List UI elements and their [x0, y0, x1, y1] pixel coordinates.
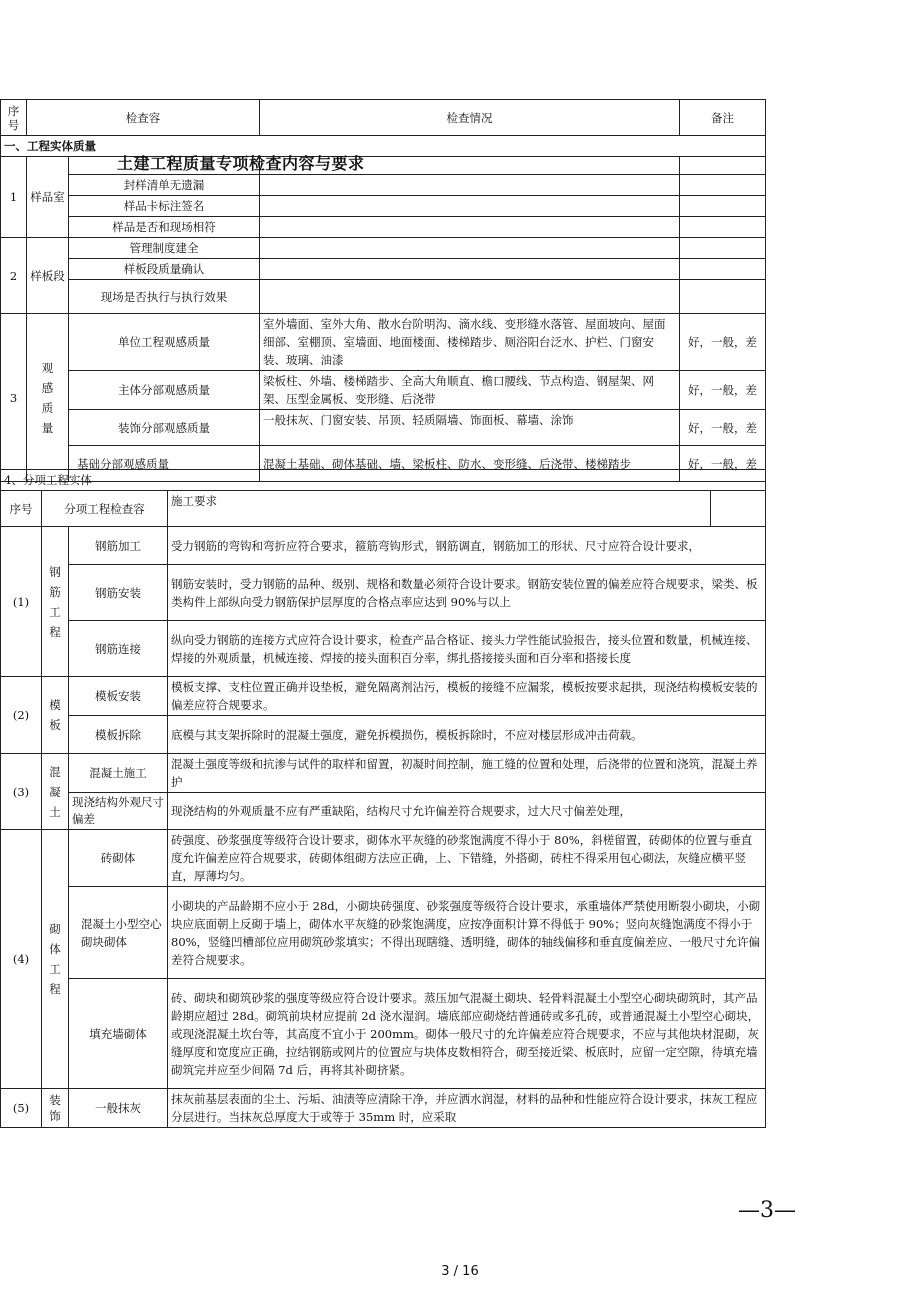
remark-cell [680, 217, 766, 238]
group-label: 观感质量 [27, 314, 69, 482]
header-remark: 备注 [680, 100, 766, 136]
remark-cell [680, 259, 766, 280]
sub-item: 一般抹灰 [69, 1089, 168, 1128]
group-seq: (3) [1, 754, 42, 830]
check-item: 基础分部观感质量 [69, 446, 260, 482]
check-status: 混凝土基础、砌体基础、墙、梁板柱、防水、变形缝、后浇带、楼梯踏步 [260, 446, 680, 482]
check-status-cell [260, 238, 680, 259]
check-item: 样品卡标注签名 [69, 196, 260, 217]
group-label: 样品室 [27, 157, 69, 238]
check-item: 样板段质量确认 [69, 259, 260, 280]
remark-cell [680, 280, 766, 314]
sub-item-table [0, 469, 766, 1128]
group-label: 模板 [42, 677, 69, 754]
group-seq: 3 [1, 314, 27, 482]
check-item: 样品是否和现场相符 [69, 217, 260, 238]
group-seq: (1) [1, 527, 42, 677]
section-heading: 4、分项工程实体 [1, 470, 766, 491]
requirement: 砖、砌块和砌筑砂浆的强度等级应符合设计要求。蒸压加气混凝土砌块、轻骨料混凝土小型空心砌块砌筑时，其产品龄期应超过 28d。砌筑前块材应提前 2d 浇水湿润。墙底部应砌烧结普通砖或多孔砖，或普通混凝土小型空心砌块，或现浇混凝土坎台等，其高度不宜小于 200mm。砌体一般尺寸的允许偏差应符合规要求，不应与其他块材混砌，灰缝厚度和宽度应正确，拉结钢筋或网片的位置应与块体皮数相符合，砌至接近梁、板底时，应留一定空隙，待填充墙砌筑完并应至少间隔 7d 后，再将其补砌挤紧。 [168, 979, 766, 1089]
check-status-cell [260, 196, 680, 217]
remark-cell [680, 157, 766, 175]
remark: 好，一般，差 [680, 371, 766, 410]
remark: 好，一般，差 [680, 446, 766, 482]
check-item: 封样清单无遗漏 [69, 175, 260, 196]
check-status-cell [260, 175, 680, 196]
requirement: 钢筋安装时，受力钢筋的品种、级别、规格和数量必须符合设计要求。钢筋安装位置的偏差应符合规要求，梁类、板类构件上部纵向受力钢筋保护层厚度的合格点率应达到 90%与以上 [168, 565, 766, 621]
group-label: 样板段 [27, 238, 69, 314]
group-seq: (5) [1, 1089, 42, 1128]
group-seq: (4) [1, 830, 42, 1089]
sub-item: 现浇结构外观尺寸偏差 [69, 793, 168, 830]
sub-item: 钢筋安装 [69, 565, 168, 621]
sub-item: 砖砌体 [69, 830, 168, 887]
check-status: 梁板柱、外墙、楼梯踏步、全高大角顺直、檐口腰线、节点构造、钢屋架、网架、压型金属板、变形缝、后浇带 [260, 371, 680, 410]
requirement: 现浇结构的外观质量不应有严重缺陷，结构尺寸允许偏差符合规要求，过大尺寸偏差处理， [168, 793, 766, 830]
header-seq: 序号 [1, 100, 27, 136]
sub-item: 填充墙砌体 [69, 979, 168, 1089]
requirement: 纵向受力钢筋的连接方式应符合设计要求，检查产品合格证、接头力学性能试验报告，接头位置和数量，机械连接、焊接的外观质量，机械连接、焊接的接头面积百分率，绑扎搭接接头面和百分率和搭接长度 [168, 621, 766, 677]
group-label: 钢筋工程 [42, 527, 69, 677]
inspection-table [0, 99, 766, 482]
sub-item: 钢筋连接 [69, 621, 168, 677]
requirement: 砖强度、砂浆强度等级符合设计要求，砌体水平灰缝的砂浆饱满度不得小于 80%，斜槎留置，砖砌体的位置与垂直度允许偏差应符合规要求，砖砌体组砌方法应正确，上、下错缝，外搭砌，砖柱不得采用包心砌法，灰缝应横平竖直，厚薄均匀。 [168, 830, 766, 887]
check-item: 现场是否执行与执行效果 [69, 280, 260, 314]
check-item: 管理制度建全 [69, 238, 260, 259]
header-item: 检查容 [27, 100, 260, 136]
remark-cell [680, 175, 766, 196]
requirement: 受力钢筋的弯钩和弯折应符合要求，箍筋弯钩形式，钢筋调直，钢筋加工的形状、尺寸应符合设计要求， [168, 527, 766, 565]
remark: 好，一般，差 [680, 314, 766, 371]
group-seq: (2) [1, 677, 42, 754]
check-status-cell [260, 259, 680, 280]
sub-item: 模板安装 [69, 677, 168, 716]
sub-item: 钢筋加工 [69, 527, 168, 565]
check-item: 主体分部观感质量 [69, 371, 260, 410]
header-item: 分项工程检查容 [42, 491, 168, 527]
check-item: 装饰分部观感质量 [69, 410, 260, 446]
sub-item: 混凝土施工 [69, 754, 168, 793]
requirement: 小砌块的产品龄期不应小于 28d，小砌块砖强度、砂浆强度等级符合设计要求，承重墙体严禁使用断裂小砌块，小砌块应底面朝上反砌于墙上，砌体水平灰缝的砂浆饱满度，应按净面积计算不得低于 90%；竖向灰缝饱满度不得小于 80%，竖缝凹槽部位应用砌筑砂浆填实；不得出现瞎缝、透明缝，砌体的轴线偏移和垂直度偏差应、一般尺寸允许偏差符合规要求。 [168, 887, 766, 979]
remark-cell [680, 196, 766, 217]
sub-item: 混凝土小型空心砌块砌体 [69, 887, 168, 979]
sub-item: 模板拆除 [69, 716, 168, 754]
check-status-cell [260, 217, 680, 238]
check-status: 一般抹灰、门窗安装、吊顶、轻质隔墙、饰面板、幕墙、涂饰 [260, 410, 680, 446]
document-title: 土建工程质量专项检查内容与要求 [117, 154, 365, 173]
group-label: 装饰 [42, 1089, 69, 1128]
empty-cell [711, 491, 766, 527]
page-footer: 3 / 16 [441, 1264, 479, 1279]
header-status: 检查情况 [260, 100, 680, 136]
group-seq: 1 [1, 157, 27, 238]
header-seq: 序号 [1, 491, 42, 527]
page-number: —3— [738, 1198, 796, 1223]
section-heading: 一、工程实体质量 [1, 136, 766, 157]
group-label: 砌体工程 [42, 830, 69, 1089]
check-item: 单位工程观感质量 [69, 314, 260, 371]
requirement: 模板支撑、支柱位置正确并设垫板，避免隔离剂沾污，模板的接缝不应漏浆，模板按要求起拱，现浇结构模板安装的偏差应符合规要求。 [168, 677, 766, 716]
requirement: 抹灰前基层表面的尘土、污垢、油渍等应清除干净，并应洒水润湿，材料的品种和性能应符合设计要求，抹灰工程应分层进行。当抹灰总厚度大于或等于 35mm 时，应采取 [168, 1089, 766, 1128]
check-status-cell [260, 280, 680, 314]
group-seq: 2 [1, 238, 27, 314]
group-label: 混凝土 [42, 754, 69, 830]
requirement: 混凝土强度等级和抗渗与试件的取样和留置，初凝时间控制，施工缝的位置和处理，后浇带的位置和浇筑，混凝土养护 [168, 754, 766, 793]
requirement: 底模与其支架拆除时的混凝土强度，避免拆模损伤，模板拆除时，不应对楼层形成冲击荷载。 [168, 716, 766, 754]
header-requirement: 施工要求 [168, 491, 711, 527]
remark: 好，一般，差 [680, 410, 766, 446]
check-status: 室外墙面、室外大角、散水台阶明沟、滴水线、变形缝水落管、屋面坡向、屋面细部、室棚顶、室墙面、地面楼面、楼梯踏步、厕浴阳台泛水、护栏、门窗安装、玻璃、油漆 [260, 314, 680, 371]
remark-cell [680, 238, 766, 259]
